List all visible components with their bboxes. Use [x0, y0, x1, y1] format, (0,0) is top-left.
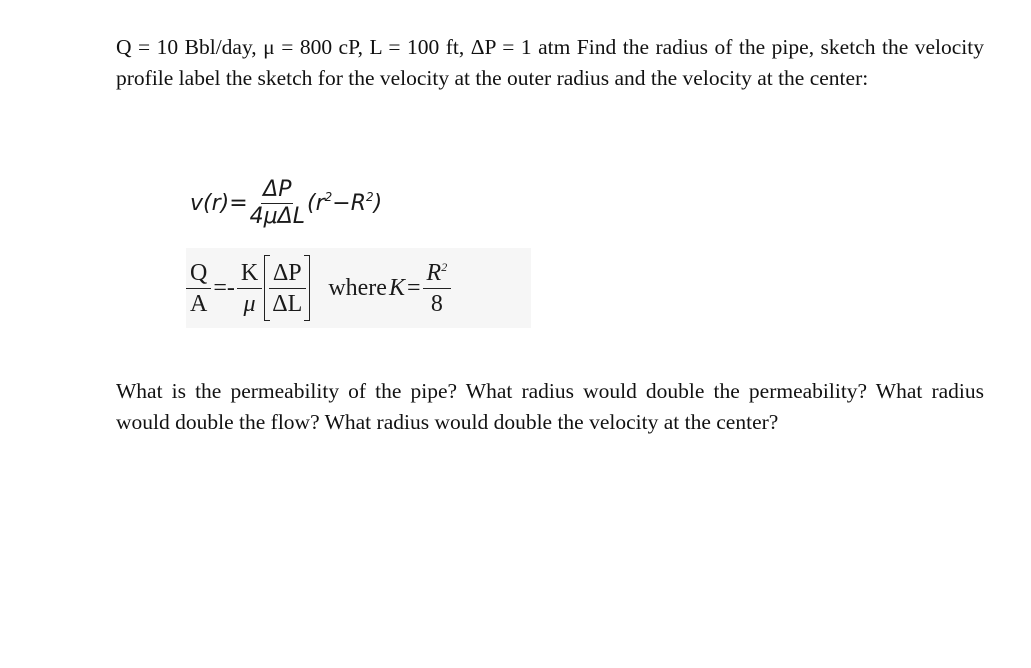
questions-statement: What is the permeability of the pipe? What radius would double the permeability? What radius would double the flow? What radius would double the velocity at the center?: [116, 379, 984, 434]
r-exponent: 2: [324, 189, 333, 204]
equals-minus: =-: [213, 274, 235, 301]
velocity-equation: [190, 174, 382, 232]
velocity-r-open: (r: [306, 190, 325, 216]
equals-sign: =: [406, 274, 421, 301]
velocity-fraction: [248, 177, 307, 230]
dp-over-dl: [268, 258, 306, 319]
k-over-mu: [237, 258, 262, 319]
k-symbol: K: [237, 258, 262, 289]
q-over-a: [186, 258, 211, 319]
k-variable: K: [388, 274, 405, 301]
flux-equation: [186, 248, 531, 328]
eight-symbol: 8: [430, 290, 443, 317]
R-exponent: 2: [366, 189, 374, 204]
r-squared-over-eight: [423, 258, 452, 319]
mu-symbol: μ: [243, 290, 256, 317]
q-symbol: Q: [186, 258, 211, 289]
problem-statement: Q = 10 Bbl/day, μ = 800 cP, L = 100 ft, ΔP = 1 atm Find the radius of the pipe, sketch the velocity profile label the sketch for the velocity at the outer radius and the velocity at the center:: [116, 35, 984, 90]
where-label: where: [328, 274, 387, 301]
dp-symbol: ΔP: [269, 258, 306, 289]
dl-symbol: ΔL: [272, 290, 303, 317]
velocity-paren-term: [307, 191, 382, 216]
r-squared-exponent: 2: [441, 259, 448, 274]
velocity-minus-r: −R: [332, 190, 366, 216]
velocity-paren-close: ): [373, 190, 383, 216]
velocity-lhs: v(r)=: [190, 190, 248, 216]
a-symbol: A: [190, 290, 208, 317]
pressure-gradient-bracket: [264, 255, 310, 321]
r-symbol: R: [426, 259, 442, 286]
r-squared: [423, 258, 452, 289]
velocity-numerator: ΔP: [263, 176, 292, 202]
velocity-denominator: 4μΔL: [249, 203, 305, 229]
